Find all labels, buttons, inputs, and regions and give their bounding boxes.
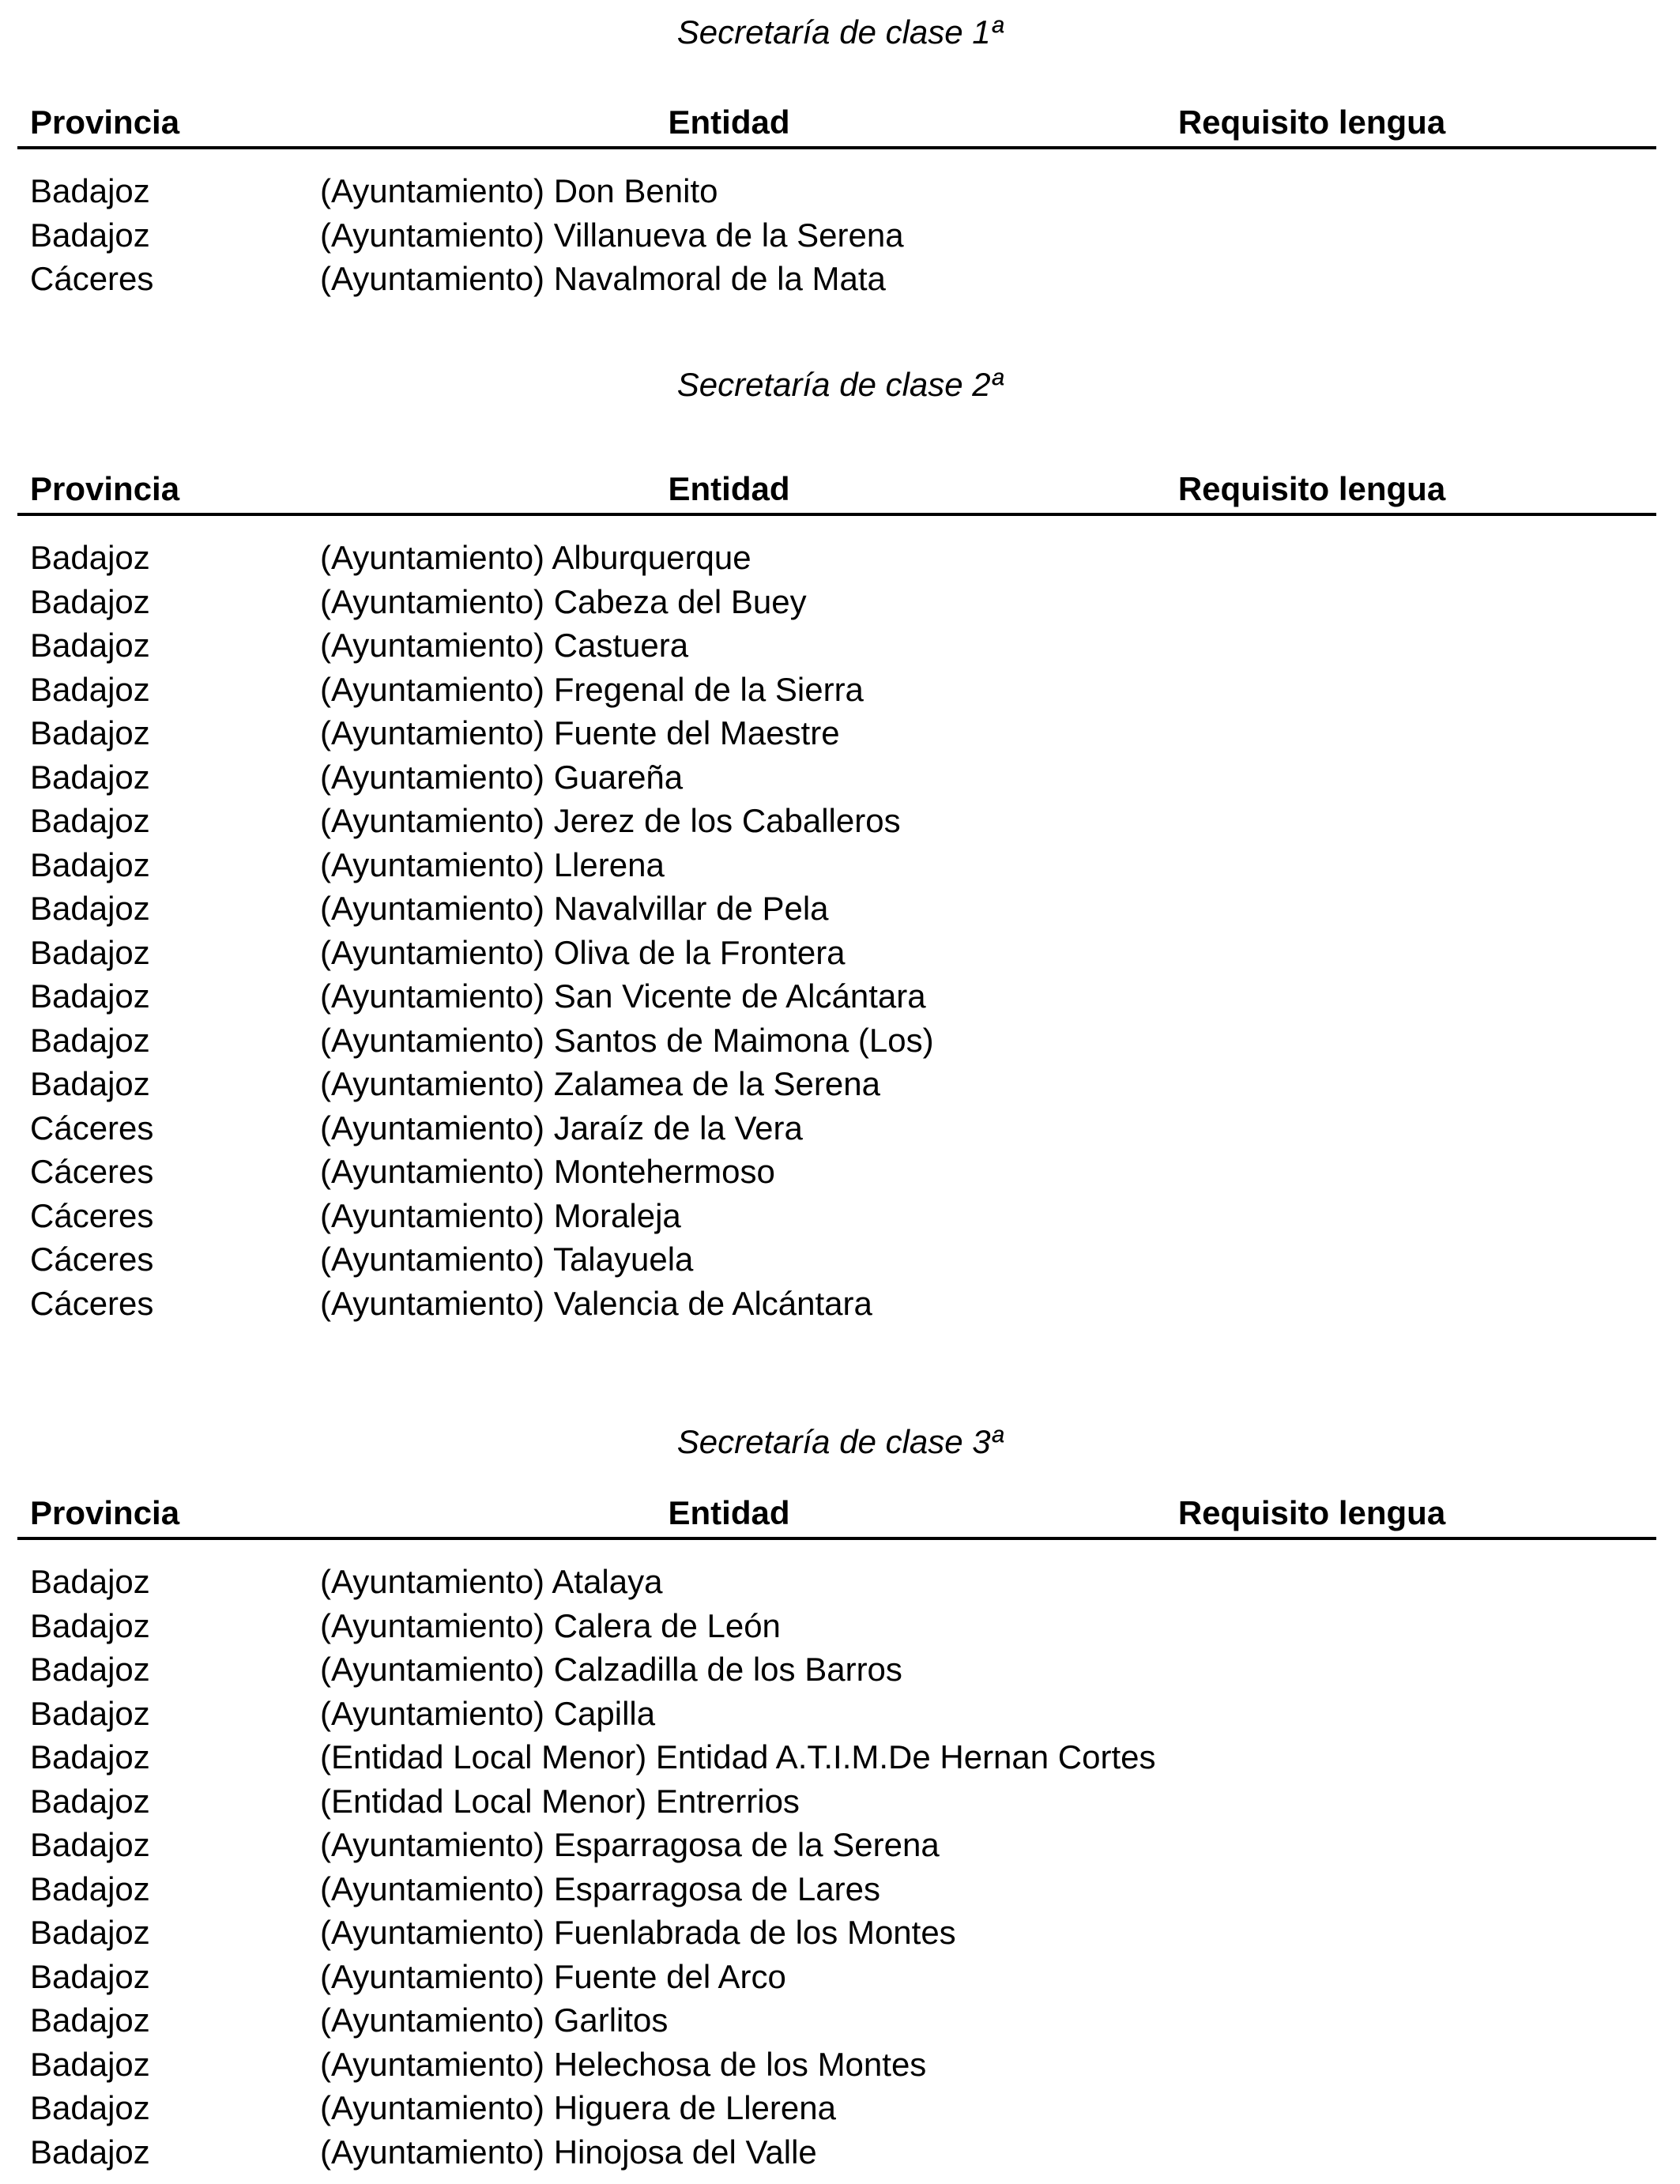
table-row (0, 1237, 1680, 1282)
cell-entidad: (Ayuntamiento) Montehermoso (320, 1153, 775, 1190)
cell-entidad: (Ayuntamiento) San Vicente de Alcántara (320, 977, 926, 1015)
table-row (0, 755, 1680, 800)
section-title-clase-2: Secretaría de clase 2ª (676, 366, 1004, 403)
cell-provincia: Cáceres (30, 1196, 154, 1234)
cell-provincia: Badajoz (30, 933, 150, 971)
table-header (0, 103, 1680, 142)
cell-entidad: (Ayuntamiento) Calera de León (320, 1606, 781, 1644)
cell-provincia: Badajoz (30, 670, 150, 708)
cell-provincia: Cáceres (30, 1241, 154, 1278)
cell-provincia: Cáceres (30, 1153, 154, 1190)
header-provincia: Provincia (30, 470, 180, 507)
cell-entidad: (Ayuntamiento) Santos de Maimona (Los) (320, 1021, 934, 1059)
cell-provincia: Badajoz (30, 845, 150, 883)
table-row (0, 1194, 1680, 1238)
table-row (0, 257, 1680, 301)
table-header (0, 469, 1680, 509)
cell-provincia: Badajoz (30, 802, 150, 839)
table-header (0, 1493, 1680, 1533)
cell-entidad: (Ayuntamiento) Esparragosa de Lares (320, 1870, 880, 1907)
table-row (0, 1282, 1680, 1326)
cell-entidad: (Ayuntamiento) Castuera (320, 627, 689, 664)
cell-entidad: (Ayuntamiento) Navalmoral de la Mata (320, 260, 886, 297)
cell-provincia: Badajoz (30, 539, 150, 576)
header-provincia: Provincia (30, 104, 180, 141)
cell-provincia: Badajoz (30, 2133, 150, 2171)
cell-entidad: (Entidad Local Menor) Entidad A.T.I.M.De Hernan Cortes (320, 1738, 1156, 1775)
cell-entidad: (Ayuntamiento) Don Benito (320, 172, 718, 209)
cell-provincia: Badajoz (30, 2001, 150, 2039)
cell-entidad: (Ayuntamiento) Garlitos (320, 2001, 669, 2039)
table-row (0, 843, 1680, 887)
cell-entidad: (Ayuntamiento) Moraleja (320, 1196, 681, 1234)
header-requisito-lengua: Requisito lengua (1177, 470, 1446, 507)
cell-provincia: Badajoz (30, 977, 150, 1015)
cell-provincia: Badajoz (30, 1782, 150, 1820)
cell-entidad: (Ayuntamiento) Cabeza del Buey (320, 582, 807, 620)
cell-provincia: Badajoz (30, 714, 150, 751)
header-rule (17, 513, 1656, 516)
cell-entidad: (Ayuntamiento) Hinojosa del Valle (320, 2133, 817, 2171)
cell-provincia: Badajoz (30, 758, 150, 796)
cell-entidad: (Ayuntamiento) Fuenlabrada de los Montes (320, 1914, 956, 1951)
table-row (0, 213, 1680, 258)
cell-provincia: Badajoz (30, 216, 150, 254)
cell-entidad: (Ayuntamiento) Zalamea de la Serena (320, 1065, 880, 1102)
table-row (0, 1998, 1680, 2043)
cell-provincia: Cáceres (30, 1284, 154, 1322)
header-provincia: Provincia (30, 1494, 180, 1531)
table-row (0, 1560, 1680, 1604)
cell-provincia: Badajoz (30, 1021, 150, 1059)
table-row (0, 1911, 1680, 1955)
cell-entidad: (Ayuntamiento) Jerez de los Caballeros (320, 802, 901, 839)
cell-provincia: Badajoz (30, 1065, 150, 1102)
table-row (0, 2130, 1680, 2175)
table-row (0, 1823, 1680, 1867)
cell-entidad: (Ayuntamiento) Esparragosa de la Serena (320, 1826, 940, 1863)
cell-entidad: (Ayuntamiento) Jaraíz de la Vera (320, 1109, 803, 1147)
cell-entidad: (Ayuntamiento) Guareña (320, 758, 684, 796)
table-row (0, 1647, 1680, 1692)
cell-entidad: (Ayuntamiento) Fuente del Arco (320, 1957, 786, 1995)
cell-provincia: Badajoz (30, 1738, 150, 1775)
cell-entidad: (Ayuntamiento) Valencia de Alcántara (320, 1284, 872, 1322)
table-row (0, 1604, 1680, 1648)
table-row (0, 1867, 1680, 1911)
cell-entidad: (Ayuntamiento) Villanueva de la Serena (320, 216, 904, 254)
cell-provincia: Badajoz (30, 1957, 150, 1995)
table-row (0, 1779, 1680, 1824)
cell-provincia: Badajoz (30, 1694, 150, 1732)
table-row (0, 1955, 1680, 1999)
cell-entidad: (Ayuntamiento) Helechosa de los Montes (320, 2045, 927, 2083)
table-row (0, 711, 1680, 755)
section-rows (0, 1560, 1680, 2174)
table-row (0, 931, 1680, 975)
table-row (0, 580, 1680, 624)
section-rows (0, 536, 1680, 1325)
table-row (0, 799, 1680, 843)
header-entidad: Entidad (668, 470, 790, 507)
section-rows (0, 169, 1680, 301)
header-rule (17, 146, 1656, 149)
cell-entidad: (Ayuntamiento) Fregenal de la Sierra (320, 670, 864, 708)
cell-entidad: (Ayuntamiento) Talayuela (320, 1241, 694, 1278)
table-row (0, 536, 1680, 580)
cell-entidad: (Ayuntamiento) Calzadilla de los Barros (320, 1651, 902, 1688)
cell-entidad: (Ayuntamiento) Oliva de la Frontera (320, 933, 846, 971)
section-title-clase-3: Secretaría de clase 3ª (676, 1423, 1004, 1460)
cell-provincia: Cáceres (30, 260, 154, 297)
table-row (0, 887, 1680, 931)
table-row (0, 668, 1680, 712)
header-entidad: Entidad (668, 1494, 790, 1531)
table-row (0, 1150, 1680, 1194)
table-row (0, 1019, 1680, 1063)
cell-provincia: Badajoz (30, 2045, 150, 2083)
table-row (0, 623, 1680, 668)
cell-provincia: Badajoz (30, 627, 150, 664)
cell-provincia: Badajoz (30, 1870, 150, 1907)
cell-entidad: (Ayuntamiento) Higuera de Llerena (320, 2089, 836, 2126)
cell-entidad: (Ayuntamiento) Navalvillar de Pela (320, 890, 829, 927)
section-title-clase-1: Secretaría de clase 1ª (676, 13, 1004, 51)
cell-provincia: Badajoz (30, 1563, 150, 1600)
table-row (0, 974, 1680, 1019)
header-rule (17, 1537, 1656, 1540)
cell-entidad: (Ayuntamiento) Fuente del Maestre (320, 714, 840, 751)
table-row (0, 1692, 1680, 1736)
cell-provincia: Badajoz (30, 582, 150, 620)
table-row (0, 1735, 1680, 1779)
cell-entidad: (Ayuntamiento) Atalaya (320, 1563, 663, 1600)
cell-provincia: Badajoz (30, 1651, 150, 1688)
header-requisito-lengua: Requisito lengua (1177, 1494, 1446, 1531)
cell-entidad: (Entidad Local Menor) Entrerrios (320, 1782, 800, 1820)
cell-provincia: Badajoz (30, 1606, 150, 1644)
cell-provincia: Badajoz (30, 172, 150, 209)
cell-provincia: Badajoz (30, 890, 150, 927)
header-requisito-lengua: Requisito lengua (1177, 104, 1446, 141)
table-row (0, 169, 1680, 213)
table-row (0, 2086, 1680, 2130)
table-row (0, 1106, 1680, 1150)
cell-provincia: Badajoz (30, 1826, 150, 1863)
table-row (0, 2043, 1680, 2087)
cell-entidad: (Ayuntamiento) Capilla (320, 1694, 656, 1732)
table-row (0, 1062, 1680, 1106)
cell-provincia: Cáceres (30, 1109, 154, 1147)
cell-provincia: Badajoz (30, 2089, 150, 2126)
cell-provincia: Badajoz (30, 1914, 150, 1951)
header-entidad: Entidad (668, 104, 790, 141)
cell-entidad: (Ayuntamiento) Llerena (320, 845, 665, 883)
cell-entidad: (Ayuntamiento) Alburquerque (320, 539, 751, 576)
